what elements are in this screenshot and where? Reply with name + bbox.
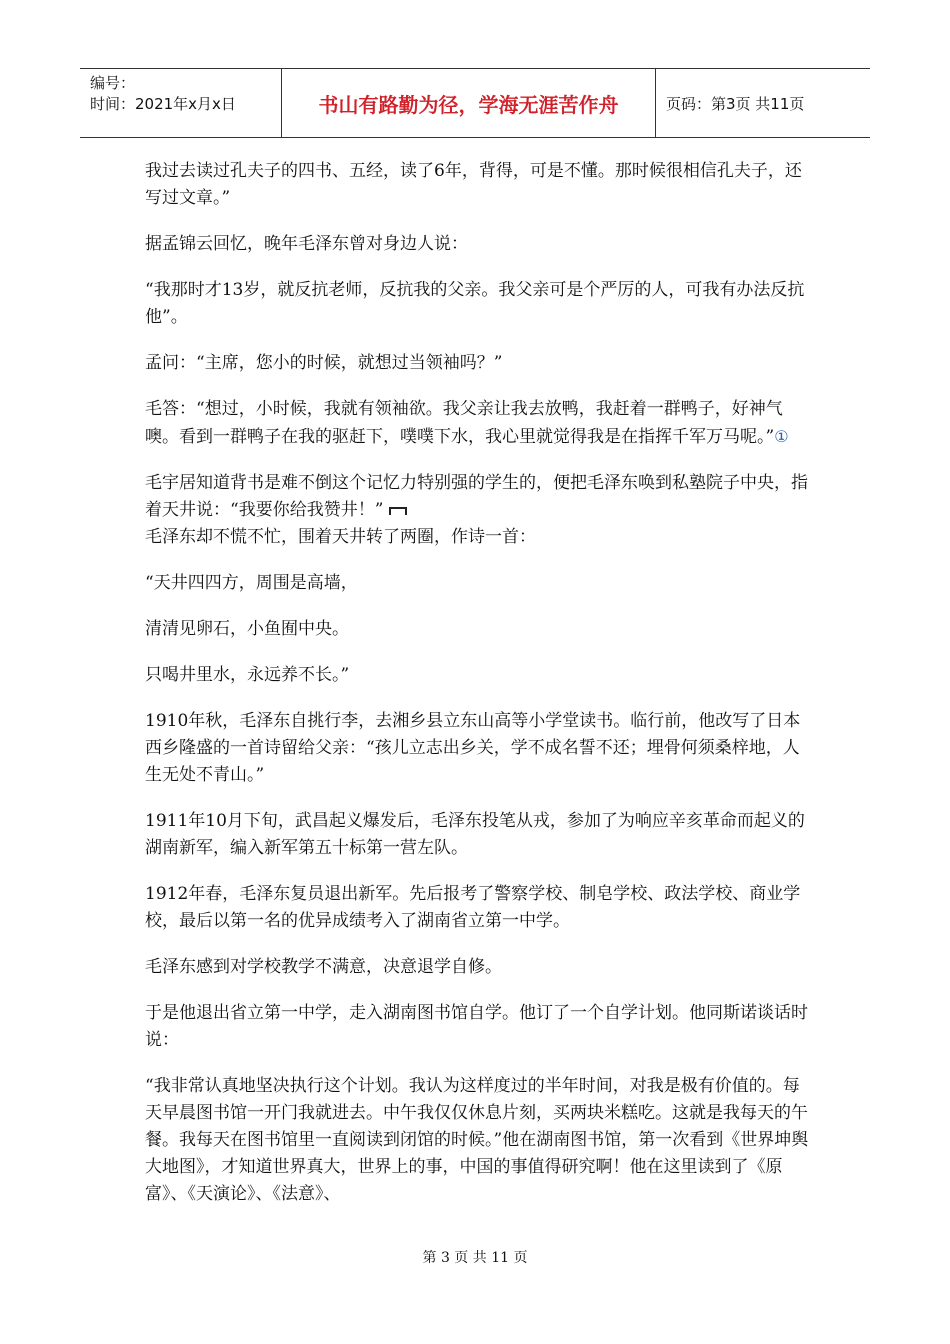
paragraph: 1912年春，毛泽东复员退出新军。先后报考了警察学校、制皂学校、政法学校、商业学校，最后以第一名的优异成绩考入了湖南省立第一中学。 xyxy=(145,884,801,931)
paragraph: “我非常认真地坚决执行这个计划。我认为这样度过的半年时间，对我是极有价值的。每天早晨图书馆一开门我就进去。中午我仅仅休息片刻，买两块米糕吃。这就是我每天的午餐。我每天在图书馆里一直阅读到闭馆的时候。”他在湖南图书馆，第一次看到《世界坤舆大地图》，才知道世界真大，世界上的事，中国的事值得研究啊！他在这里读到了《原富》、《天演论》、《法意》、 xyxy=(145,1076,809,1204)
paragraph xyxy=(145,470,815,524)
annotation-mark-icon xyxy=(389,507,407,515)
paragraph: 毛泽东却不慌不忙，围着天井转了两圈，作诗一首： xyxy=(145,527,536,547)
paragraph: 我过去读过孔夫子的四书、五经，读了6年，背得，可是不懂。那时候很相信孔夫子，还写过文章。” xyxy=(145,161,802,208)
paragraph: 于是他退出省立第一中学，走入湖南图书馆自学。他订了一个自学计划。他同斯诺谈话时说： xyxy=(145,1003,808,1050)
paragraph: “我那时才13岁，就反抗老师，反抗我的父亲。我父亲可是个严厉的人，可我有办法反抗他”。 xyxy=(145,280,805,327)
document-body xyxy=(145,158,815,1227)
paragraph-with-footnote xyxy=(145,396,815,451)
paragraph-text: 毛宇居知道背书是难不倒这个记忆力特别强的学生的，便把毛泽东唤到私塾院子中央，指着天井说：“我要你给我赞井！” xyxy=(145,473,808,520)
poem-line: 清清见卵石，小鱼囿中央。 xyxy=(145,619,349,639)
paragraph: 1910年秋，毛泽东自挑行李，去湘乡县立东山高等小学堂读书。临行前，他改写了日本西乡隆盛的一首诗留给父亲：“孩儿立志出乡关，学不成名誓不还；埋骨何须桑梓地，人生无处不青山。” xyxy=(145,711,801,785)
poem-line: 只喝井里水，永远养不长。” xyxy=(145,665,350,685)
poem-line: “天井四四方，周围是高墙， xyxy=(145,573,358,593)
document-date: 时间：2021年x月x日 xyxy=(90,95,236,113)
header-motto: 书山有路勤为径，学海无涯苦作舟 xyxy=(282,69,656,137)
paragraph-text: 毛答：“想过，小时候，我就有领袖欲。我父亲让我去放鸭，我赶着一群鸭子，好神气噢。看到一群鸭子在我的驱赶下，噗噗下水，我心里就觉得我是在指挥千军万马呢。” xyxy=(145,399,783,447)
header-meta xyxy=(80,69,282,137)
page-footer: 第 3 页 共 11 页 xyxy=(422,1250,528,1266)
paragraph: 毛泽东感到对学校教学不满意，决意退学自修。 xyxy=(145,957,502,977)
paragraph: 1911年10月下旬，武昌起义爆发后，毛泽东投笔从戎，参加了为响应辛亥革命而起义的湖南新军，编入新军第五十标第一营左队。 xyxy=(145,811,805,858)
footnote-link[interactable]: ① xyxy=(774,427,789,446)
page-header xyxy=(80,68,870,138)
paragraph: 孟问：“主席，您小的时候，就想过当领袖吗？” xyxy=(145,353,503,373)
paragraph: 据孟锦云回忆，晚年毛泽东曾对身边人说： xyxy=(145,234,468,254)
header-page-info: 页码：第3页 共11页 xyxy=(666,94,805,113)
document-number-label: 编号： xyxy=(90,74,136,92)
